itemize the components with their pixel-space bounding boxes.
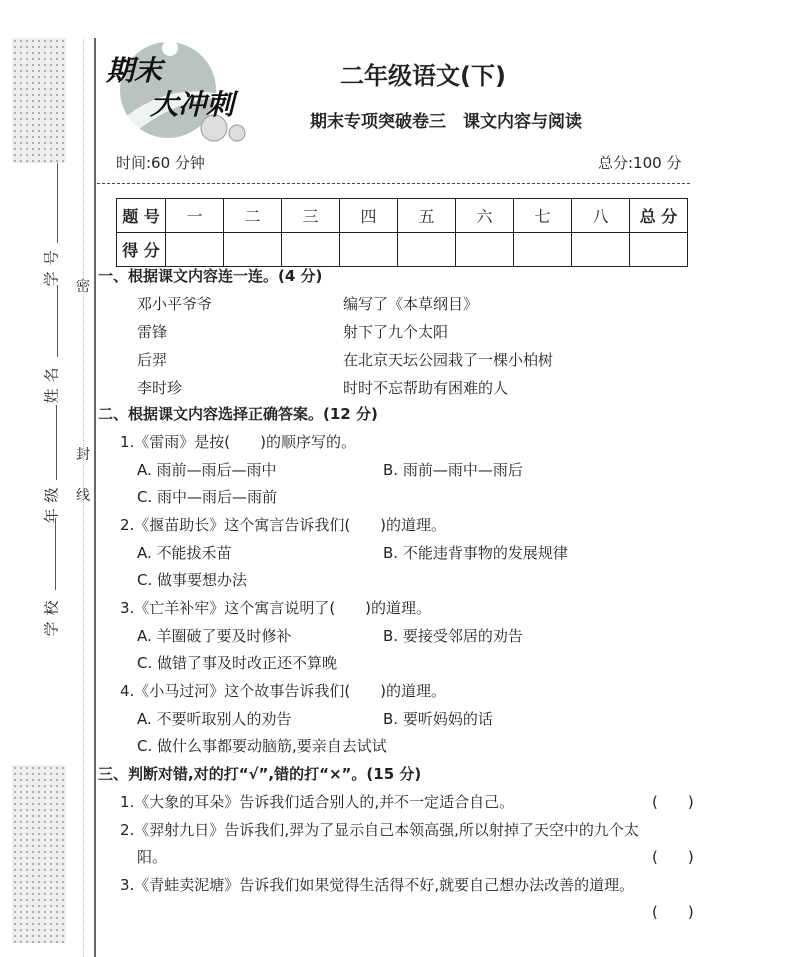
answer-bracket[interactable]: ( ): [652, 848, 694, 866]
match-right: 在北京天坛公园栽了一棵小柏树: [343, 351, 554, 369]
option-c[interactable]: C. 做什么事都要动脑筋,要亲自去试试: [137, 737, 387, 755]
match-left: 雷锋: [137, 323, 168, 341]
header-cell: 二: [224, 199, 282, 233]
svg-text:期末: 期末: [106, 54, 163, 87]
seal-feng: 封: [76, 447, 90, 463]
section1-heading: 一、根据课文内容连一连。(4 分): [98, 267, 323, 285]
header-cell: 四: [340, 199, 398, 233]
judge-item: 2.《羿射九日》告诉我们,羿为了显示自己本领高强,所以射掉了天空中的九个太: [120, 821, 639, 839]
score-cell[interactable]: [282, 233, 340, 267]
option-c[interactable]: C. 雨中—雨后—雨前: [137, 488, 278, 506]
question: 1.《雷雨》是按( )的顺序写的。: [120, 433, 357, 451]
option-c[interactable]: C. 做错了事及时改正还不算晚: [137, 654, 338, 672]
header-cell: 三: [282, 199, 340, 233]
score-table: [116, 198, 688, 267]
logo-graphic: [104, 38, 249, 143]
question: 2.《揠苗助长》这个寓言告诉我们( )的道理。: [120, 516, 447, 534]
student-id-label: 学号: [42, 244, 61, 287]
score-cell[interactable]: [224, 233, 282, 267]
margin-line: [56, 405, 57, 480]
table-header-row: [117, 199, 688, 233]
option-b[interactable]: B. 要听妈妈的话: [383, 710, 493, 728]
row-label: 得 分: [117, 233, 166, 267]
answer-bracket[interactable]: ( ): [652, 793, 694, 811]
header-cell: 一: [166, 199, 224, 233]
option-a[interactable]: A. 不要听取别人的劝告: [137, 710, 292, 728]
option-b[interactable]: B. 不能违背事物的发展规律: [383, 544, 568, 562]
judge-item: 1.《大象的耳朵》告诉我们适合别人的,并不一定适合自己。: [120, 793, 515, 811]
option-a[interactable]: A. 不能拔禾苗: [137, 544, 232, 562]
paper-title: 二年级语文(下): [340, 62, 506, 90]
paper-subtitle: 期末专项突破卷三 课文内容与阅读: [310, 112, 582, 132]
score-cell[interactable]: [340, 233, 398, 267]
match-left: 后羿: [137, 351, 168, 369]
score-cell[interactable]: [398, 233, 456, 267]
grade-label: 年级: [42, 481, 61, 524]
header-cell: 八: [572, 199, 630, 233]
question: 3.《亡羊补牢》这个寓言说明了( )的道理。: [120, 599, 432, 617]
section2-heading: 二、根据课文内容选择正确答案。(12 分): [98, 405, 378, 423]
margin-pattern-top: [12, 38, 66, 163]
option-a[interactable]: A. 雨前—雨后—雨中: [137, 461, 277, 479]
logo: [104, 38, 249, 143]
binding-line: [94, 38, 96, 957]
dashed-divider: [97, 183, 690, 184]
header-cell: 七: [514, 199, 572, 233]
margin-line: [57, 163, 58, 243]
header-cell: 题 号: [117, 199, 166, 233]
match-right: 射下了九个太阳: [343, 323, 449, 341]
answer-bracket[interactable]: ( ): [652, 903, 694, 921]
option-a[interactable]: A. 羊圈破了要及时修补: [137, 627, 292, 645]
score-cell[interactable]: [514, 233, 572, 267]
margin-line: [55, 518, 56, 590]
match-right: 时时不忘帮助有困难的人: [343, 379, 509, 397]
question: 4.《小马过河》这个故事告诉我们( )的道理。: [120, 682, 447, 700]
score-cell[interactable]: [630, 233, 688, 267]
score-cell[interactable]: [166, 233, 224, 267]
header-cell: 六: [456, 199, 514, 233]
match-left: 邓小平爷爷: [137, 295, 213, 313]
name-label: 姓名: [42, 361, 61, 404]
seal-xian: 线: [76, 488, 90, 504]
seal-mi: 密: [76, 279, 90, 295]
margin-pattern-bottom: [12, 765, 66, 943]
dotted-fold-line: [83, 38, 84, 957]
header-cell: 五: [398, 199, 456, 233]
option-b[interactable]: B. 要接受邻居的劝告: [383, 627, 523, 645]
header-cell: 总 分: [630, 199, 688, 233]
judge-item: 3.《青蛙卖泥塘》告诉我们如果觉得生活得不好,就要自己想办法改善的道理。: [120, 876, 635, 894]
section3-heading: 三、判断对错,对的打“√”,错的打“×”。(15 分): [98, 765, 422, 783]
score-row: [117, 233, 688, 267]
score-cell[interactable]: [456, 233, 514, 267]
total-score: 总分:100 分: [598, 154, 682, 172]
svg-text:大冲刺: 大冲刺: [150, 88, 235, 121]
school-label: 学校: [42, 594, 61, 637]
margin-line: [57, 285, 58, 357]
score-cell[interactable]: [572, 233, 630, 267]
option-b[interactable]: B. 雨前—雨中—雨后: [383, 461, 523, 479]
option-c[interactable]: C. 做事要想办法: [137, 571, 248, 589]
match-right: 编写了《本草纲目》: [343, 295, 479, 313]
judge-item-continued: 阳。: [137, 848, 168, 866]
match-left: 李时珍: [137, 379, 183, 397]
time-limit: 时间:60 分钟: [116, 154, 205, 172]
